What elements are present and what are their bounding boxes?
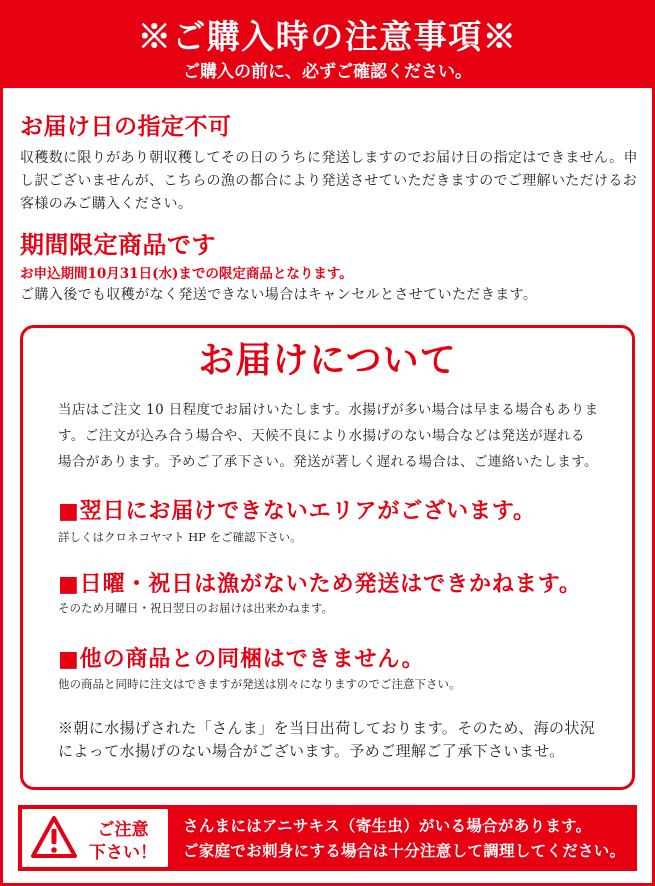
delivery-intro-line: 当店はご注文 10 日程度でお届けいたします。水揚げが多い場合は早まる場合もありま bbox=[58, 402, 599, 418]
limited-item-note: ご購入後でも収穫がなく発送できない場合はキャンセルとさせていただきます。 bbox=[20, 287, 538, 303]
warning-text-line: さんまにはアニサキス（寄生虫）がいる場合があります。 bbox=[183, 816, 592, 835]
limited-item-period: お申込期間10月31日(水)までの限定商品となります。 bbox=[20, 266, 353, 282]
page-title: ※ご購入時の注意事項※ bbox=[137, 17, 518, 56]
delivery-date-line: し訳ございませんが、こちらの漁の都合により発送させていただきますのでご理解いただけるお bbox=[20, 173, 638, 189]
delivery-info-box bbox=[20, 325, 635, 790]
delivery-intro-line: 場合があります。予めご了承下さい。発送が著しく遅れる場合は、ご連絡いたします。 bbox=[58, 454, 598, 470]
page-subtitle: ご購入の前に、必ずご確認ください。 bbox=[183, 62, 472, 82]
delivery-intro-line: す。ご注文が込み合う場合や、天候不良により水揚げのない場合などは発送が遅れる bbox=[58, 428, 585, 444]
warning-label-line: 下さい！ bbox=[89, 843, 157, 863]
warning-label-line: ご注意 bbox=[97, 820, 149, 840]
delivery-footnote-line: によって水揚げのない場合がございます。予めご理解ご了承下さいませ。 bbox=[58, 742, 565, 760]
delivery-info-title: お届けについて bbox=[198, 339, 457, 381]
delivery-date-heading: お届け日の指定不可 bbox=[20, 113, 232, 140]
delivery-footnote-line: ※朝に水揚げされた「さんま」を当日出荷しております。そのため、海の状況 bbox=[58, 719, 596, 737]
no-holiday-shipping-heading: ■日曜・祝日は漁がないため発送はできかねます。 bbox=[58, 571, 582, 597]
anisakis-warning-banner bbox=[18, 805, 637, 871]
delivery-date-line: 収穫数に限りがあり朝収穫してその日のうちに発送しますのでお届け日の指定はできません。申 bbox=[20, 150, 638, 166]
warning-triangle-icon bbox=[30, 815, 78, 859]
no-next-day-area-heading: ■翌日にお届けできないエリアがございます。 bbox=[58, 498, 536, 524]
warning-text-line: ご家庭でお刺身にする場合は十分注意して調理してください。 bbox=[183, 841, 626, 860]
delivery-date-line: 客様のみご購入ください。 bbox=[20, 196, 193, 212]
warning-label-panel bbox=[22, 809, 168, 867]
limited-item-heading: 期間限定商品です bbox=[20, 230, 216, 259]
no-combined-shipping-heading: ■他の商品との同梱はできません。 bbox=[58, 646, 425, 672]
no-combined-shipping-detail: 他の商品と同時に注文はできますが発送は別々になりますのでご注意下さい。 bbox=[58, 677, 461, 691]
no-next-day-area-detail: 詳しくはクロネコヤマト HP をご確認下さい。 bbox=[58, 530, 302, 544]
no-holiday-shipping-detail: そのため月曜日・祝日翌日のお届けは出来かねます。 bbox=[58, 601, 334, 615]
header-band bbox=[0, 0, 655, 88]
